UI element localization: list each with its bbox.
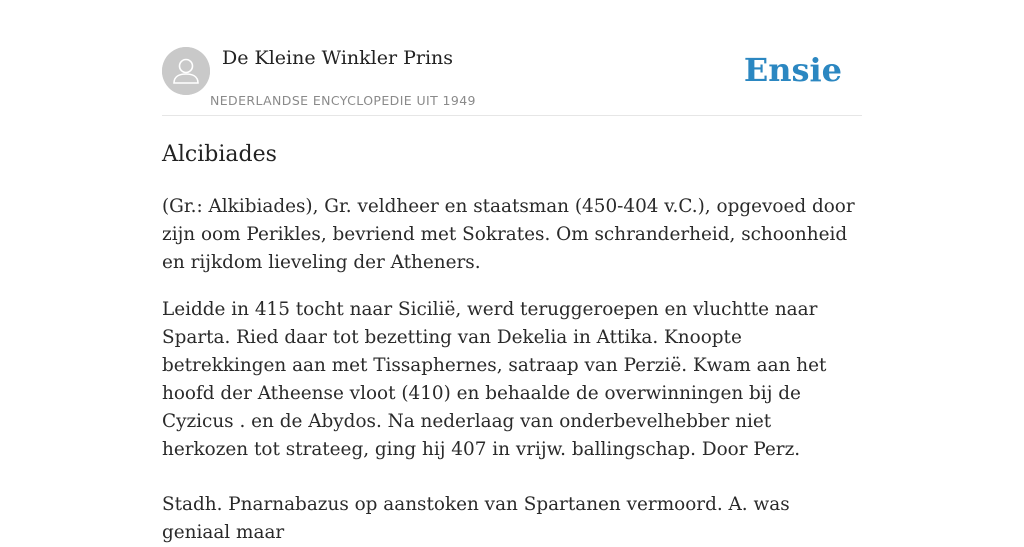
source-subtitle: NEDERLANDSE ENCYCLOPEDIE UIT 1949 (210, 93, 476, 108)
article-paragraph: Leidde in 415 tocht naar Sicilië, werd teruggeroepen en vluchtte naar Sparta. Ried daar tot bezetting van Dekelia in Attika. Knoopte betrekkingen aan met Tissaphernes, satraap van Perzië. Kwam aan het hoofd der Atheense vloot (410) en behaalde de overwinningen bij de Cyzicus . en de Abydos. Na nederlaag van onderbevelhebber niet herkozen tot strateeg, ging hij 407 in vrijw. ballingschap. Door Perz. (162, 299, 827, 460)
page (162, 0, 862, 547)
user-icon[interactable] (162, 47, 210, 95)
article-paragraph: Stadh. Pnarnabazus op aanstoken van Spartanen vermoord. A. was geniaal maar (162, 494, 790, 543)
source-title[interactable]: De Kleine Winkler Prins (222, 47, 454, 69)
ensie-logo[interactable]: Ensie (743, 51, 842, 89)
article-paragraph: (Gr.: Alkibiades), Gr. veldheer en staatsman (450-404 v.C.), opgevoed door zijn oom Perikles, bevriend met Sokrates. Om schranderheid, schoonheid en rijkdom lieveling der Atheners. (162, 196, 855, 273)
source-header (162, 46, 862, 116)
article-title: Alcibiades (162, 142, 277, 167)
